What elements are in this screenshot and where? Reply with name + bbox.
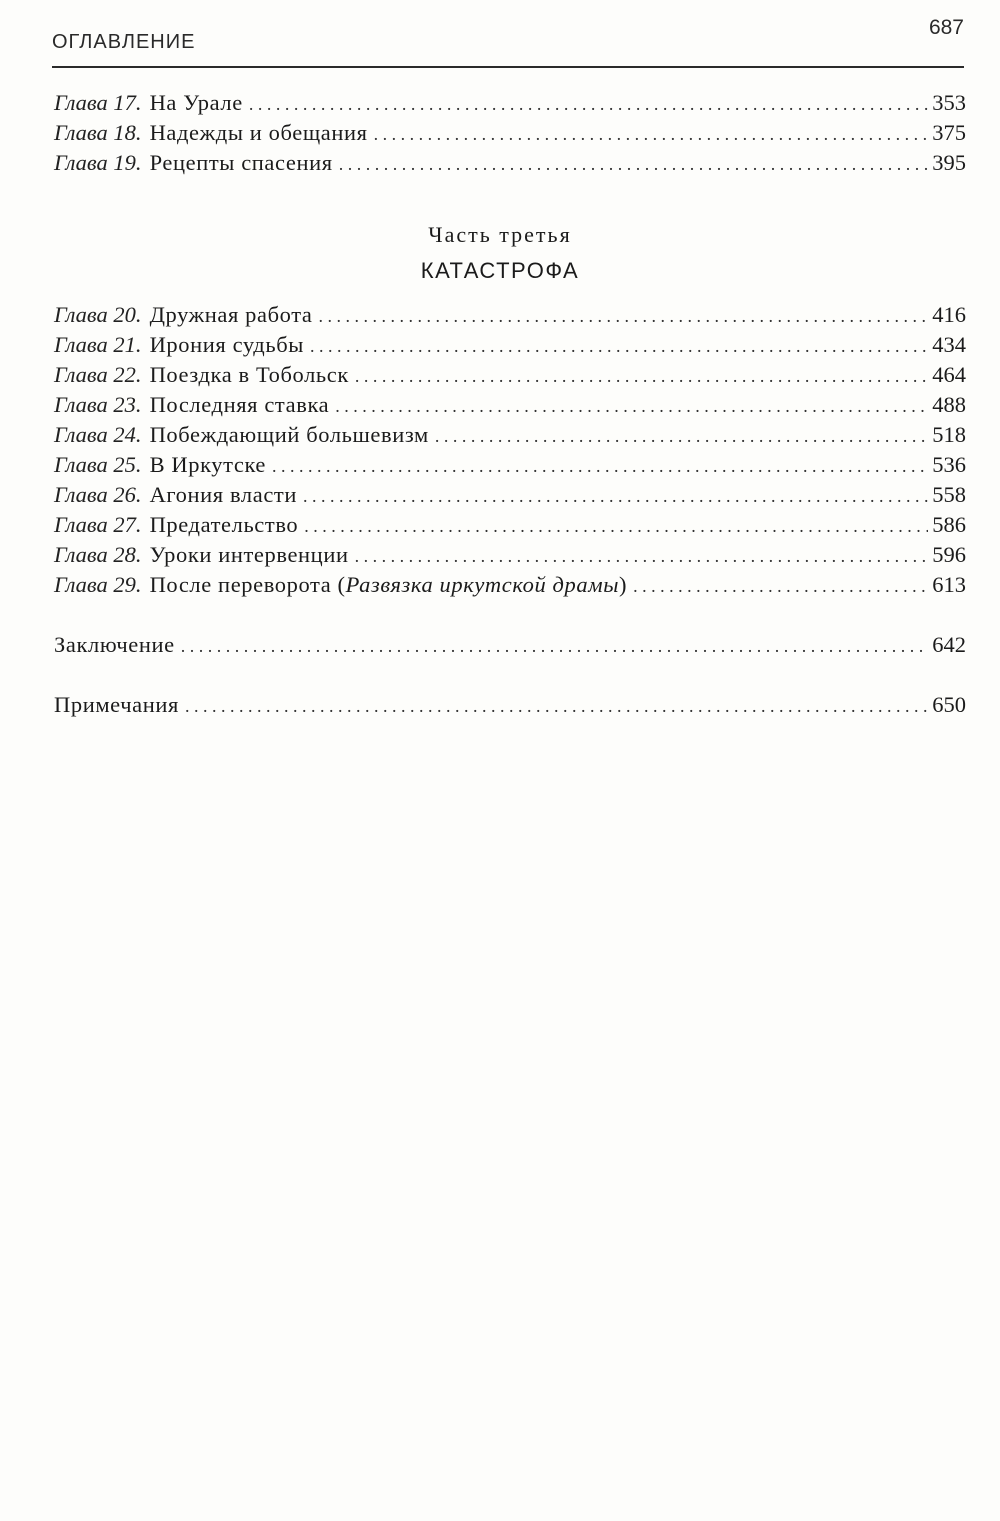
dot-leader [303,481,928,511]
toc-section-part2-end [54,88,966,178]
toc-entry [54,118,966,148]
dot-leader [249,89,928,119]
toc-section-notes [54,690,966,720]
chapter-title: Побеждающий большевизм [149,422,429,447]
page-ref: 518 [932,422,966,447]
toc-entry [54,690,966,720]
toc-entry [54,148,966,178]
dot-leader [435,421,928,451]
dot-leader [355,361,928,391]
dot-leader [355,541,929,571]
chapter-title: Агония власти [149,482,297,507]
page-ref: 416 [932,302,966,327]
toc-section-conclusion [54,630,966,660]
chapter-title-end: ) [619,572,628,597]
toc-entry [54,480,966,510]
chapter-title: Ирония судьбы [149,332,304,357]
toc-entry [54,420,966,450]
part-title-wrap [0,258,1000,284]
chapter-title: В Иркутске [149,452,267,477]
chapter-number: Глава 20. [54,302,142,327]
page-ref: 642 [932,632,966,657]
chapter-title: Последняя ставка [149,392,330,417]
dot-leader [272,451,928,481]
chapter-number: Глава 27. [54,512,142,537]
part-heading [0,222,1000,248]
dot-leader [304,511,928,541]
toc-section-part3 [54,300,966,600]
page-ref: 596 [932,542,966,567]
chapter-number: Глава 18. [54,120,142,145]
chapter-title: Поездка в Тобольск [149,362,349,387]
dot-leader [339,149,929,179]
toc-entry [54,450,966,480]
chapter-number: Глава 21. [54,332,142,357]
page-ref: 558 [932,482,966,507]
running-header-title: ОГЛАВЛЕНИЕ [52,31,196,53]
page-ref: 650 [932,692,966,717]
toc-entry [54,540,966,570]
page-ref: 353 [932,90,966,115]
chapter-number: Глава 23. [54,392,142,417]
part-label: Часть третья [428,222,572,247]
dot-leader [181,631,929,661]
chapter-number: Глава 24. [54,422,142,447]
part-title: КАТАСТРОФА [420,258,580,283]
toc-entry [54,510,966,540]
toc-entry [54,630,966,660]
chapter-subtitle: Развязка иркутской драмы [345,572,620,597]
chapter-number: Глава 26. [54,482,142,507]
chapter-number: Глава 25. [54,452,142,477]
chapter-title: Надежды и обещания [149,120,368,145]
page-ref: 395 [932,150,966,175]
toc-entry [54,390,966,420]
chapter-number: Глава 22. [54,362,142,387]
chapter-title: Дружная работа [149,302,313,327]
toc-entry [54,300,966,330]
section-title: Примечания [54,692,179,717]
page-ref: 613 [932,572,966,597]
section-title: Заключение [54,632,175,657]
chapter-title: Предательство [149,512,299,537]
page-ref: 434 [932,332,966,357]
dot-leader [310,331,928,361]
page-ref: 488 [932,392,966,417]
toc-entry [54,360,966,390]
dot-leader [374,119,929,149]
chapter-number: Глава 19. [54,150,142,175]
chapter-number: Глава 28. [54,542,142,567]
chapter-title: После переворота ( [149,572,346,597]
dot-leader [185,691,928,721]
chapter-title: Уроки интервенции [149,542,349,567]
page-ref: 586 [932,512,966,537]
toc-entry [54,88,966,118]
toc-entry [54,330,966,360]
dot-leader [335,391,928,421]
dot-leader [633,571,928,601]
page-ref: 536 [932,452,966,477]
page-ref: 464 [932,362,966,387]
chapter-title: На Урале [149,90,243,115]
chapter-number: Глава 29. [54,572,142,597]
page-header [52,14,964,68]
chapter-title: Рецепты спасения [149,150,333,175]
chapter-number: Глава 17. [54,90,142,115]
page-number: 687 [928,16,964,39]
dot-leader [319,301,929,331]
toc-entry [54,570,966,600]
page-ref: 375 [932,120,966,145]
